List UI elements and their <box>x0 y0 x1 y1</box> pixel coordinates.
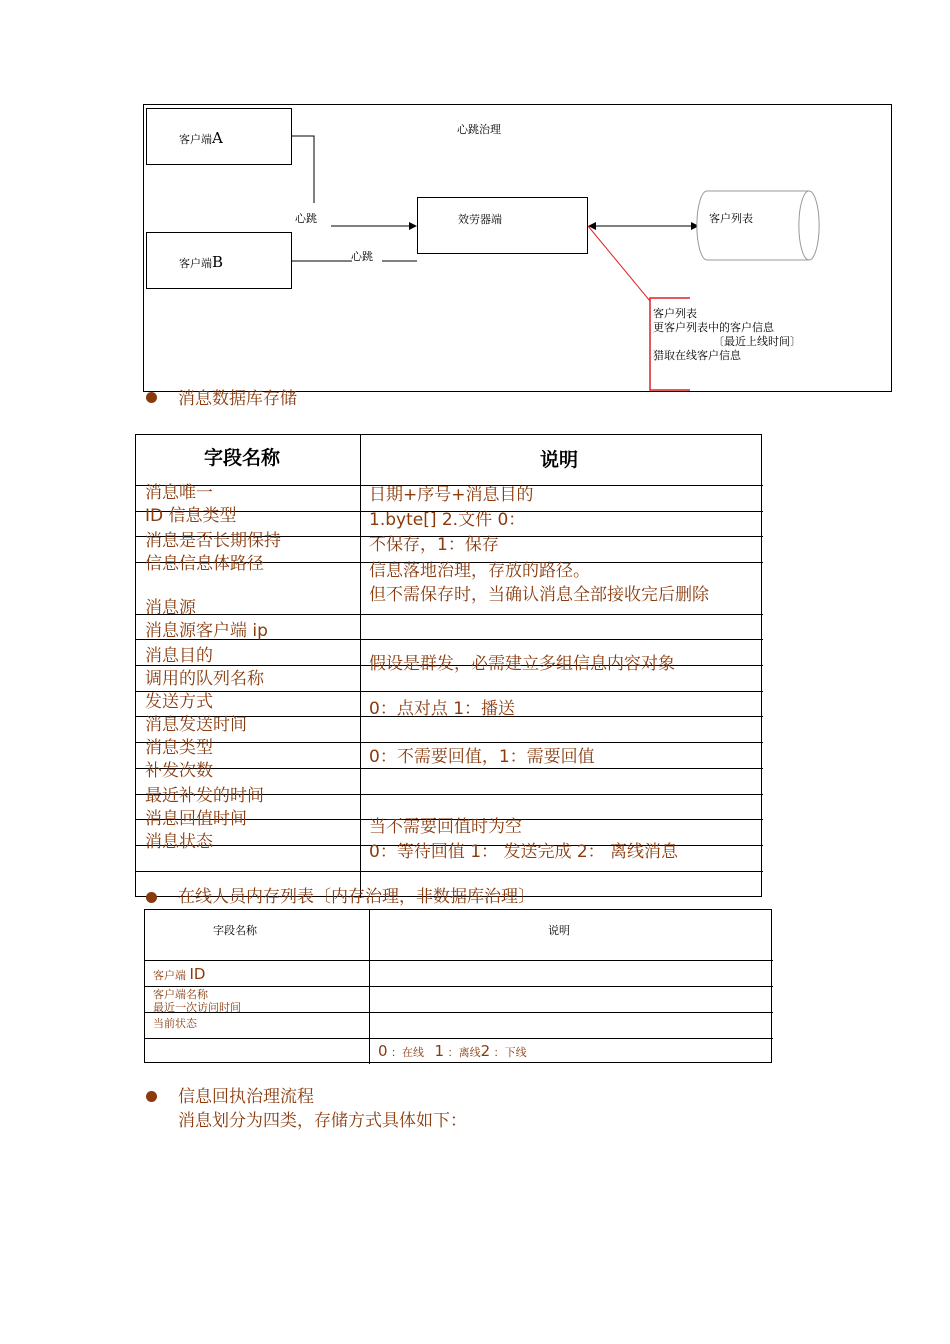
status-code: 0 <box>378 1042 388 1060</box>
client-id-prefix: 客户端 <box>153 969 186 982</box>
table-rule <box>145 986 773 987</box>
field-cell: ID 信息类型 <box>145 506 237 526</box>
table-rule <box>136 871 763 872</box>
table-rule <box>145 1038 773 1039</box>
desc-cell: 日期+序号+消息目的 <box>369 485 534 505</box>
field-cell: 消息源客户端 ip <box>145 621 268 641</box>
field-cell: 消息回值时间 <box>145 809 247 829</box>
field-cell: 消息状态 <box>145 832 213 852</box>
table-divider <box>369 910 370 1064</box>
client-id-suffix: ID <box>189 965 206 983</box>
desc-cell: 不保存，1：保存 <box>369 535 499 555</box>
section-db-storage: 消息数据库存储 <box>178 389 297 409</box>
table-rule <box>136 691 763 692</box>
field-cell: 消息类型 <box>145 738 213 758</box>
heartbeat-b-label: 心跳 <box>351 250 373 263</box>
section-receipt-desc: 消息划分为四类，存储方式具体如下： <box>178 1111 467 1131</box>
desc-cell: 但不需保存时，当确认消息全部接收完后删除 <box>369 585 709 605</box>
table-divider <box>360 435 361 898</box>
client-a-prefix: 客户端 <box>179 133 212 146</box>
online-users-table <box>144 909 772 1063</box>
field-cell: 发送方式 <box>145 692 213 712</box>
status-code: 2 <box>480 1042 491 1060</box>
server-db-arrow-left <box>588 222 596 230</box>
status-values <box>378 1042 527 1060</box>
desc-cell: 当不需要回值时为空 <box>369 817 522 837</box>
section-receipt-flow: 信息回执治理流程 <box>178 1087 314 1107</box>
status-text: ：下线 <box>493 1046 527 1059</box>
table-rule <box>145 960 773 961</box>
heartbeat-arrowhead <box>409 222 417 230</box>
table-rule <box>136 614 763 615</box>
column-header-desc: 说明 <box>548 924 570 937</box>
client-a-letter: A <box>212 129 223 147</box>
field-cell: 消息是否长期保持 <box>145 531 281 551</box>
field-cell: 调用的队列名称 <box>145 669 264 689</box>
bullet-icon <box>146 392 157 403</box>
column-header-field: 字段名称 <box>213 924 257 937</box>
desc-cell: 0：不需要回值，1：需要回值 <box>369 747 595 767</box>
diagram-note <box>653 307 801 363</box>
heartbeat-a-label: 心跳 <box>295 212 317 225</box>
desc-cell: 0：等待回值 1： 发送完成 2： 离线消息 <box>369 842 679 862</box>
db-label: 客户列表 <box>709 212 753 225</box>
field-cell: 消息目的 <box>145 646 213 666</box>
field-cell: 消息唯一 <box>145 483 213 503</box>
desc-cell: 假设是群发，必需建立多组信息内容对象 <box>369 654 675 674</box>
client-id-field <box>153 965 206 983</box>
note-leader <box>588 226 650 301</box>
status-text: ：离线 <box>447 1046 481 1059</box>
diagram-title: 心跳治理 <box>457 123 501 136</box>
heartbeat-diagram <box>143 104 892 392</box>
field-cell: 补发次数 <box>145 761 213 781</box>
note-line: 猎取在线客户信息 <box>653 349 741 362</box>
desc-cell: 信息落地治理，存放的路径。 <box>369 561 590 581</box>
field-cell: 当前状态 <box>153 1017 197 1030</box>
status-text: ：在线 <box>391 1046 425 1059</box>
field-cell: 消息发送时间 <box>145 715 247 735</box>
field-cell: 消息源 <box>145 598 196 618</box>
field-cell: 最近一次访问时间 <box>153 1001 241 1014</box>
field-cell: 最近补发的时间 <box>145 786 264 806</box>
client-a-connector <box>292 136 314 203</box>
client-b-prefix: 客户端 <box>179 257 212 270</box>
note-line: 〔最近上线时间〕 <box>713 335 801 348</box>
desc-cell: 0：点对点 1：播送 <box>369 699 516 719</box>
field-cell: 信息信息体路径 <box>145 554 264 574</box>
column-header-desc: 说明 <box>540 449 579 471</box>
status-code: 1 <box>434 1042 445 1060</box>
column-header-field: 字段名称 <box>204 447 281 469</box>
bullet-icon <box>146 892 157 903</box>
table-rule <box>136 768 763 769</box>
bullet-icon <box>146 1091 157 1102</box>
client-b-letter: B <box>212 253 224 271</box>
note-line: 客户列表 <box>653 307 697 320</box>
desc-cell: 1.byte[] 2.文件 0： <box>369 510 526 530</box>
note-line: 更客户列表中的客户信息 <box>653 321 774 334</box>
server-label: 效劳器端 <box>458 213 502 226</box>
field-cell: 客户端名称 <box>153 988 208 1001</box>
table-rule <box>136 742 763 743</box>
section-online-memory: 在线人员内存列表〔内存治理，非数据库治理〕 <box>178 887 535 907</box>
